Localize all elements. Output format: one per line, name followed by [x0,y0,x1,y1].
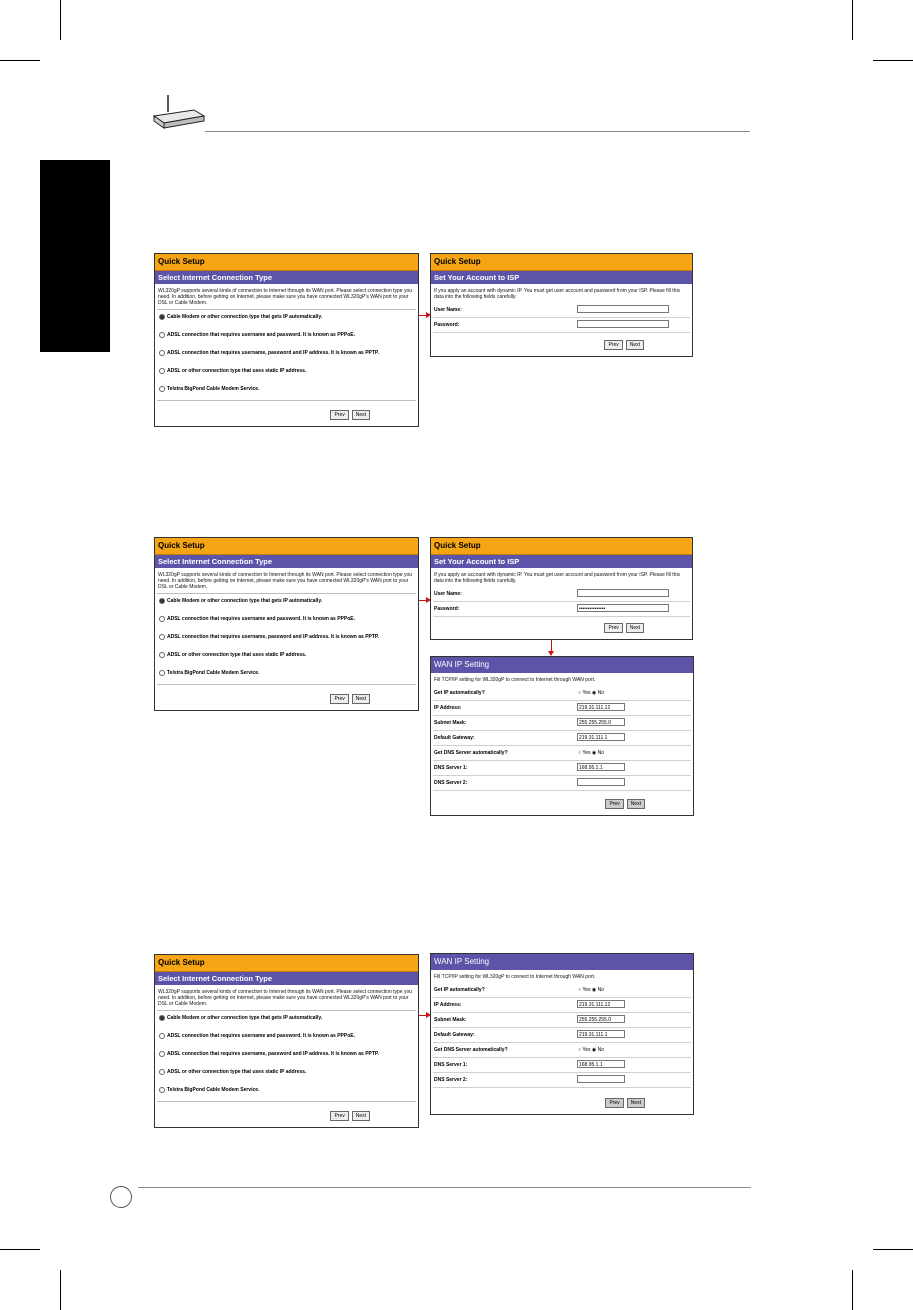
crop-mark [873,1249,913,1250]
option-label: ADSL or other connection type that uses static IP address. [167,368,307,374]
field-label: Get DNS Server automatically? [434,1047,508,1053]
dns1-input[interactable]: 168.95.1.1 [577,763,625,771]
field-label: User Name: [434,591,462,597]
page-number-circle [110,1186,132,1208]
option-label: Telstra BigPond Cable Modem Service. [167,386,260,392]
password-input[interactable]: ••••••••••••••• [577,604,669,612]
radio-icon[interactable] [159,1087,165,1093]
connection-option[interactable] [155,666,418,684]
field-label: User Name: [434,307,462,313]
yes-label: Yes [582,1047,591,1053]
option-label: Cable Modem or other connection type that gets IP automatically. [167,598,323,604]
prev-button[interactable]: Prev [605,799,623,809]
dns1-row [433,761,691,776]
username-input[interactable] [577,589,669,597]
option-label: ADSL or other connection type that uses static IP address. [167,652,307,658]
field-label: Subnet Mask: [434,1017,467,1023]
dns2-row [433,776,691,791]
subnet-row [433,716,691,731]
connection-type-panel [154,253,419,427]
prev-button[interactable]: Prev [330,410,348,420]
next-button[interactable]: Next [626,623,644,633]
no-label: No [597,1047,605,1053]
divider [157,400,416,401]
connection-option[interactable] [155,594,418,612]
option-label: ADSL connection that requires username and password. It is known as PPPoE. [167,616,356,622]
gateway-input[interactable]: 219.31.111.1 [577,1030,625,1038]
crop-mark [60,0,61,40]
username-input[interactable] [577,305,669,313]
option-label: ADSL connection that requires username and password. It is known as PPPoE. [167,1033,356,1039]
panel-description: If you apply an account with dynamic IP. You must get user account and password from your ISP. Please fill this data into the following fields carefully. [434,288,681,300]
connection-option[interactable] [155,612,418,630]
isp-account-panel [430,537,693,640]
prev-button[interactable]: Prev [605,1098,623,1108]
next-button[interactable]: Next [352,410,370,420]
field-label: Default Gateway: [434,735,475,741]
option-label: ADSL connection that requires username and password. It is known as PPPoE. [167,332,356,338]
field-label: Subnet Mask: [434,720,467,726]
connection-option[interactable] [155,648,418,666]
field-label: Get IP automatically? [434,690,485,696]
subnet-mask-input[interactable]: 255.255.255.0 [577,1015,625,1023]
no-label: No [597,987,605,993]
panel-subheader: Set Your Account to ISP [431,271,692,284]
radio-icon[interactable] [159,670,165,676]
crop-mark [0,60,40,61]
radio-icon[interactable] [159,634,165,640]
option-label: ADSL or other connection type that uses static IP address. [167,1069,307,1075]
button-row [327,1104,370,1122]
yes-no-radios[interactable]: ○ Yes ◉ No [578,750,605,756]
flow-arrow [551,640,552,652]
next-button[interactable]: Next [626,340,644,350]
password-row [433,318,690,333]
option-label: Telstra BigPond Cable Modem Service. [167,670,260,676]
connection-type-panel [154,537,419,711]
dns1-row [433,1058,691,1073]
password-row [433,602,690,617]
field-label: DNS Server 1: [434,765,468,771]
panel-header: Quick Setup [431,538,692,555]
connection-type-panel [154,954,419,1128]
isp-account-panel [430,253,693,357]
field-label: IP Address: [434,705,462,711]
prev-button[interactable]: Prev [330,1111,348,1121]
field-label: Get IP automatically? [434,987,485,993]
header-rule [205,131,750,132]
field-label: Default Gateway: [434,1032,475,1038]
flow-arrow [419,600,427,601]
connection-option[interactable] [155,1083,418,1101]
crop-mark [60,1270,61,1310]
subnet-row [433,1013,691,1028]
username-row [433,587,690,602]
field-label: DNS Server 1: [434,1062,468,1068]
radio-icon[interactable] [159,616,165,622]
button-row [327,403,370,421]
password-input[interactable] [577,320,669,328]
button-row [327,687,370,705]
footer-rule [138,1187,751,1188]
yes-label: Yes [582,987,591,993]
next-button[interactable]: Next [627,1098,645,1108]
button-row [602,792,645,810]
panel-subheader: Select Internet Connection Type [155,972,418,985]
radio-icon[interactable] [159,386,165,392]
panel-subheader: Select Internet Connection Type [155,555,418,568]
ip-row [433,998,691,1013]
panel-header: Quick Setup [155,254,418,271]
panel-description: Fill TCP/IP setting for WL320gP to connect to Internet through WAN port. [434,677,596,683]
get-ip-row [433,983,691,998]
radio-icon[interactable] [159,350,165,356]
radio-icon[interactable] [159,598,165,604]
dns-auto-row [433,1043,691,1058]
field-label: IP Address: [434,1002,462,1008]
yes-label: Yes [582,690,591,696]
panel-description: WL320gP supports several kinds of connection to Internet through its WAN port. Please select connection type you need. In addition, before getting on Internet, please make sure you have connected WL320gP's WAN port to your DSL or Cable Modem. [158,989,413,1007]
gateway-input[interactable]: 219.31.111.1 [577,733,625,741]
panel-header: WAN IP Setting [431,657,693,673]
connection-option[interactable] [155,1065,418,1083]
field-label: DNS Server 2: [434,780,468,786]
wan-ip-panel [430,656,694,816]
option-label: ADSL connection that requires username, password and IP address. It is known as PPTP. [167,634,380,640]
wan-ip-panel [430,953,694,1115]
radio-icon[interactable] [159,1069,165,1075]
radio-icon[interactable] [159,1033,165,1039]
no-label: No [597,750,605,756]
field-label: Get DNS Server automatically? [434,750,508,756]
connection-option[interactable] [155,1011,418,1029]
field-label: Password: [434,322,460,328]
username-row [433,303,690,318]
radio-icon[interactable] [159,368,165,374]
divider [157,684,416,685]
router-icon [148,92,206,132]
panel-subheader: Set Your Account to ISP [431,555,692,568]
prev-button[interactable]: Prev [604,340,622,350]
flow-arrow [419,315,427,316]
panel-header: Quick Setup [155,538,418,555]
panel-description: Fill TCP/IP setting for WL320gP to connect to Internet through WAN port. [434,974,596,980]
radio-icon[interactable] [159,1051,165,1057]
crop-mark [852,0,853,40]
panel-header: WAN IP Setting [431,954,693,970]
next-button[interactable]: Next [352,694,370,704]
option-label: ADSL connection that requires username, password and IP address. It is known as PPTP. [167,1051,380,1057]
radio-icon[interactable] [159,332,165,338]
crop-mark [873,60,913,61]
connection-option[interactable] [155,364,418,382]
option-label: Cable Modem or other connection type that gets IP automatically. [167,314,323,320]
no-label: No [597,690,605,696]
gateway-row [433,1028,691,1043]
option-label: ADSL connection that requires username, password and IP address. It is known as PPTP. [167,350,380,356]
subnet-mask-input[interactable]: 255.255.255.0 [577,718,625,726]
next-button[interactable]: Next [627,799,645,809]
button-row [601,616,644,634]
dns2-row [433,1073,691,1088]
ip-address-input[interactable]: 219.31.111.12 [577,703,625,711]
yes-label: Yes [582,750,591,756]
dns-auto-row [433,746,691,761]
gateway-row [433,731,691,746]
connection-option[interactable] [155,1029,418,1047]
prev-button[interactable]: Prev [330,694,348,704]
button-row [601,333,644,351]
connection-option[interactable] [155,1047,418,1065]
field-label: DNS Server 2: [434,1077,468,1083]
radio-icon[interactable] [159,652,165,658]
yes-no-radios[interactable]: ○ Yes ◉ No [578,690,605,696]
connection-option[interactable] [155,310,418,328]
option-label: Telstra BigPond Cable Modem Service. [167,1087,260,1093]
connection-option[interactable] [155,382,418,400]
crop-mark [852,1270,853,1310]
next-button[interactable]: Next [352,1111,370,1121]
connection-option[interactable] [155,346,418,364]
field-label: Password: [434,606,460,612]
ip-row [433,701,691,716]
crop-mark [0,1249,40,1250]
yes-no-radios[interactable]: ○ Yes ◉ No [578,987,605,993]
panel-header: Quick Setup [431,254,692,271]
radio-icon[interactable] [159,314,165,320]
get-ip-row [433,686,691,701]
yes-no-radios[interactable]: ○ Yes ◉ No [578,1047,605,1053]
connection-option[interactable] [155,328,418,346]
ip-address-input[interactable]: 219.31.111.12 [577,1000,625,1008]
dns2-input[interactable] [577,1075,625,1083]
dns2-input[interactable] [577,778,625,786]
button-row [602,1091,645,1109]
divider [157,1101,416,1102]
dns1-input[interactable]: 168.95.1.1 [577,1060,625,1068]
panel-description: WL320gP supports several kinds of connection to Internet through its WAN port. Please select connection type you need. In addition, before getting on Internet, please make sure you have connected WL320gP's WAN port to your DSL or Cable Modem. [158,288,413,306]
panel-header: Quick Setup [155,955,418,972]
panel-description: If you apply an account with dynamic IP. You must get user account and password from your ISP. Please fill this data into the following fields carefully. [434,572,681,584]
language-side-tab [40,160,110,352]
flow-arrow [419,1015,427,1016]
panel-description: WL320gP supports several kinds of connection to Internet through its WAN port. Please select connection type you need. In addition, before getting on Internet, please make sure you have connected WL320gP's WAN port to your DSL or Cable Modem. [158,572,413,590]
connection-option[interactable] [155,630,418,648]
prev-button[interactable]: Prev [604,623,622,633]
option-label: Cable Modem or other connection type that gets IP automatically. [167,1015,323,1021]
radio-icon[interactable] [159,1015,165,1021]
panel-subheader: Select Internet Connection Type [155,271,418,284]
